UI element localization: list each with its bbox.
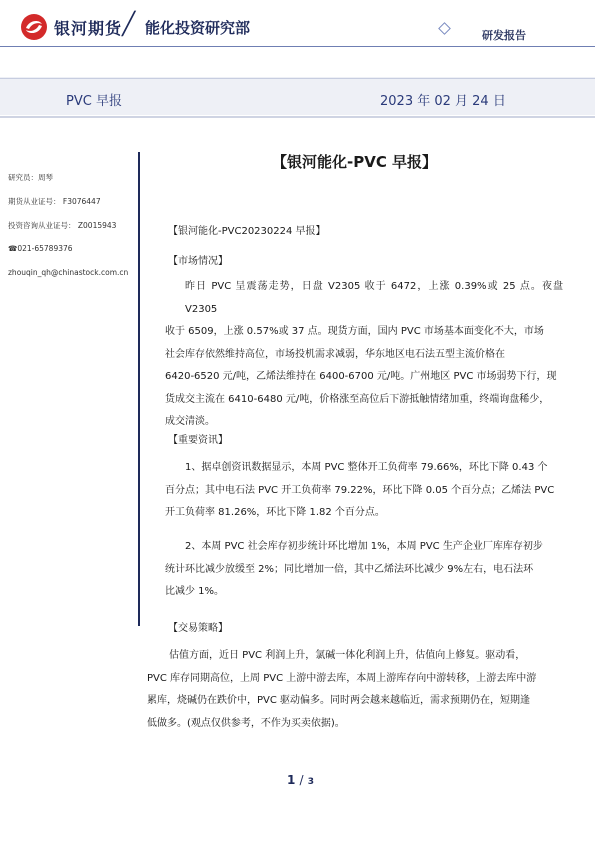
report-date: 2023 年 02 月 24 日 xyxy=(380,94,506,109)
text-line: 开工负荷率 81.26%，环比下降 1.82 个百分点。 xyxy=(165,507,385,518)
band-bottom-line xyxy=(0,116,595,118)
analyst-name: 研究员：周琴 xyxy=(8,173,53,182)
department-name: 能化投资研究部 xyxy=(145,19,251,37)
text-line: 昨日 PVC 呈震荡走势，日盘 V2305 收于 6472，上涨 0.39%或 25 点。夜盘 V2305 xyxy=(185,281,563,315)
text-line: 2、本周 PVC 社会库存初步统计环比增加 1%，本周 PVC 生产企业厂库库存初步 xyxy=(185,541,543,552)
brand-name: 银河期货 xyxy=(54,19,123,38)
page-header xyxy=(0,0,595,118)
strategy-paragraph xyxy=(147,645,563,735)
strategy-heading: 【交易策略】 xyxy=(168,623,228,634)
investment-cert-number: 投资咨询从业证号： Z0015943 xyxy=(8,221,117,230)
text-line: 比减少 1%。 xyxy=(165,586,225,597)
current-page: 1 xyxy=(287,773,296,787)
news-item-2 xyxy=(165,536,563,604)
market-heading: 【市场情况】 xyxy=(168,256,228,267)
brand-divider: ╱ xyxy=(122,12,136,37)
text-line: 1、据卓创资讯数据显示，本周 PVC 整体开工负荷率 79.66%，环比下降 0.43 个 xyxy=(185,462,548,473)
text-line: 货成交主流在 6410-6480 元/吨，价格涨至高位后下游抵触情绪加重，终端询盘稀少， xyxy=(165,393,550,405)
text-line: PVC 库存同期高位，上周 PVC 上游中游去库，本周上游库存向中游转移，上游去库中游 xyxy=(147,672,537,684)
text-line: 统计环比减少放缓至 2%；同比增加一倍，其中乙烯法环比减少 9%左右，电石法环 xyxy=(165,563,534,575)
sidebar-divider xyxy=(138,152,140,626)
market-paragraph xyxy=(165,276,563,434)
band-top-line xyxy=(0,78,595,79)
page-slash: / xyxy=(299,773,304,787)
text-line: 6420-6520 元/吨，乙烯法维持在 6400-6700 元/吨。广州地区 PVC 市场弱势下行，现 xyxy=(165,371,557,382)
phone-number: ☎021-65789376 xyxy=(8,244,73,253)
total-pages: 3 xyxy=(307,777,315,787)
text-line: 百分点；其中电石法 PVC 开工负荷率 79.22%，环比下降 0.05 个百分点；乙烯法 PVC xyxy=(165,484,555,496)
report-type: 研发报告 xyxy=(482,29,526,42)
header-rule xyxy=(0,46,595,47)
text-line: 估值方面，近日 PVC 利润上升，氯碱一体化利润上升，估值向上修复。驱动看， xyxy=(169,650,526,661)
page-number xyxy=(287,773,314,787)
galaxy-futures-logo-icon xyxy=(20,13,48,41)
email-address[interactable]: zhouqin_qh@chinastock.com.cn xyxy=(8,268,129,277)
text-line: 低做多。(观点仅供参考，不作为买卖依据)。 xyxy=(147,717,345,729)
diamond-icon xyxy=(438,22,451,35)
text-line: 累库，烧碱仍在跌价中，PVC 驱动偏多。同时两会越来越临近，需求预期仍在，短期逢 xyxy=(147,695,531,706)
text-line: 成交清淡。 xyxy=(165,416,215,427)
futures-cert-number: 期货从业证号： F3076447 xyxy=(8,197,101,206)
report-id: 【银河能化-PVC20230224 早报】 xyxy=(168,226,326,237)
report-title: 【银河能化-PVC 早报】 xyxy=(272,153,438,171)
text-line: 社会库存依然维持高位，市场投机需求减弱，华东地区电石法五型主流价格在 xyxy=(165,348,505,360)
news-heading: 【重要资讯】 xyxy=(168,435,228,446)
text-line: 收于 6509，上涨 0.57%或 37 点。现货方面，国内 PVC 市场基本面变化不大，市场 xyxy=(165,326,544,337)
band-report-title: PVC 早报 xyxy=(66,94,122,109)
news-item-1 xyxy=(165,457,563,525)
analyst-sidebar xyxy=(8,172,132,292)
